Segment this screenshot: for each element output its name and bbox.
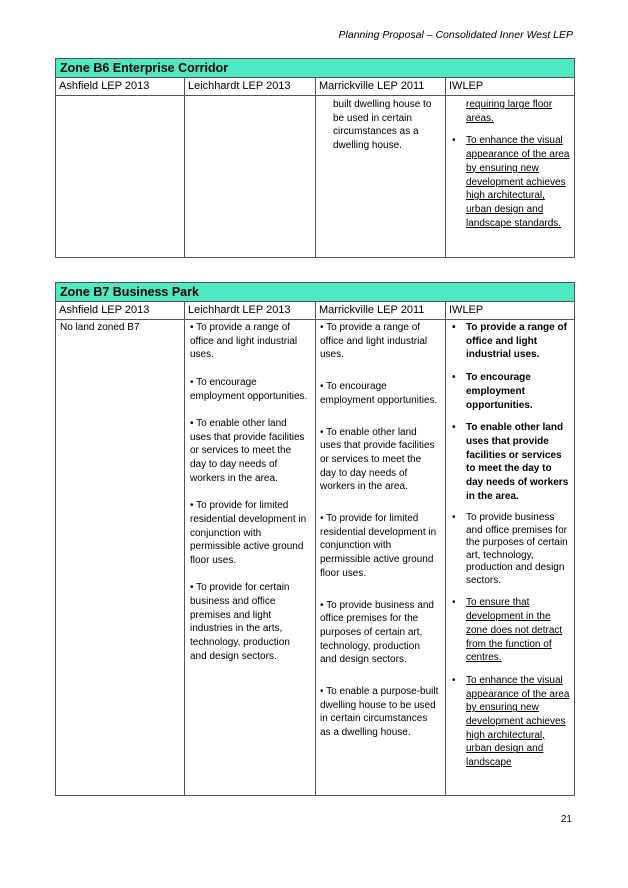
b7-iwlep-objective: • To encourage employment opportunities.: [452, 372, 533, 411]
b7-marrickville-cell: [316, 320, 446, 796]
col-leichhardt: Leichhardt LEP 2013: [185, 302, 316, 320]
b7-iwlep-objective: • To enable other land uses that provide facilities or services to meet the day to day needs of workers in the area.: [452, 422, 569, 502]
b7-iwlep-objective: • To enhance the visual appearance of the area by ensuring new development achieves high architectural, urban design and landscape: [452, 674, 570, 769]
b7-iwlep-objective: • To provide business and office premises for the purposes of certain art, technology, production and design sectors.: [452, 512, 568, 586]
b7-marrickville-objective: • To provide for limited residential development in conjunction with permissible active ground floor uses.: [320, 513, 437, 579]
b7-leichhardt-cell: [185, 320, 316, 796]
col-iwlep: IWLEP: [446, 302, 575, 320]
b6-iwlep-item: • To enhance the visual appearance of the area by ensuring new development achieves high architectural, urban design and landscape standards.: [452, 135, 570, 229]
zone-b7-title: Zone B7 Business Park: [56, 283, 575, 302]
document-header: Planning Proposal – Consolidated Inner West LEP: [338, 29, 573, 41]
b6-ashfield-cell: [56, 96, 185, 258]
b7-ashfield-text: No land zoned B7: [60, 322, 140, 333]
b7-iwlep-cell: [446, 320, 575, 796]
b7-marrickville-objective: • To enable other land uses that provide facilities or services to meet the day to day needs of workers in the area.: [320, 426, 435, 493]
b6-iwlep-cell: [446, 96, 575, 258]
col-marrickville: Marrickville LEP 2011: [316, 302, 446, 320]
col-iwlep: IWLEP: [446, 78, 575, 96]
b6-leichhardt-cell: [185, 96, 316, 258]
zone-b7-table: [55, 282, 575, 796]
b6-marrickville-text: built dwelling house to be used in certain circumstances as a dwelling house.: [333, 99, 432, 152]
col-ashfield: Ashfield LEP 2013: [56, 78, 185, 96]
b6-iwlep-continued: requiring large floor areas.: [466, 99, 553, 124]
b7-marrickville-objective: • To enable a purpose-built dwelling house to be used in certain circumstances as a dwelling house.: [320, 686, 439, 739]
b7-ashfield-cell: [56, 320, 185, 796]
b7-marrickville-objective: • To encourage employment opportunities.: [320, 381, 438, 406]
zone-b6-title: Zone B6 Enterprise Corridor: [56, 59, 575, 78]
b7-leichhardt-objective: • To encourage employment opportunities.: [190, 376, 308, 402]
b7-marrickville-objective: • To provide a range of office and light industrial uses.: [320, 322, 428, 361]
page-number: 21: [560, 814, 572, 825]
b7-leichhardt-objective: • To enable other land uses that provide facilities or services to meet the day to day needs of workers in the area.: [190, 417, 305, 484]
b7-iwlep-objective: • To ensure that development in the zone does not detract from the function of centres.: [452, 597, 563, 664]
b7-leichhardt-objective: • To provide for certain business and office premises and light industries in the arts, technology, production and design sectors.: [190, 582, 290, 662]
col-marrickville: Marrickville LEP 2011: [316, 78, 446, 96]
col-ashfield: Ashfield LEP 2013: [56, 302, 185, 320]
col-leichhardt: Leichhardt LEP 2013: [185, 78, 316, 96]
b7-leichhardt-objective: • To provide a range of office and light industrial uses.: [190, 322, 298, 361]
b7-marrickville-objective: • To provide business and office premises for the purposes of certain art, technology, production and design sectors.: [320, 599, 434, 666]
b6-marrickville-cell: [316, 96, 446, 258]
b7-iwlep-objective: • To provide a range of office and light industrial uses.: [452, 322, 567, 361]
zone-b6-table: [55, 58, 575, 258]
b7-leichhardt-objective: • To provide for limited residential development in conjunction with permissible active ground floor uses.: [190, 500, 307, 566]
